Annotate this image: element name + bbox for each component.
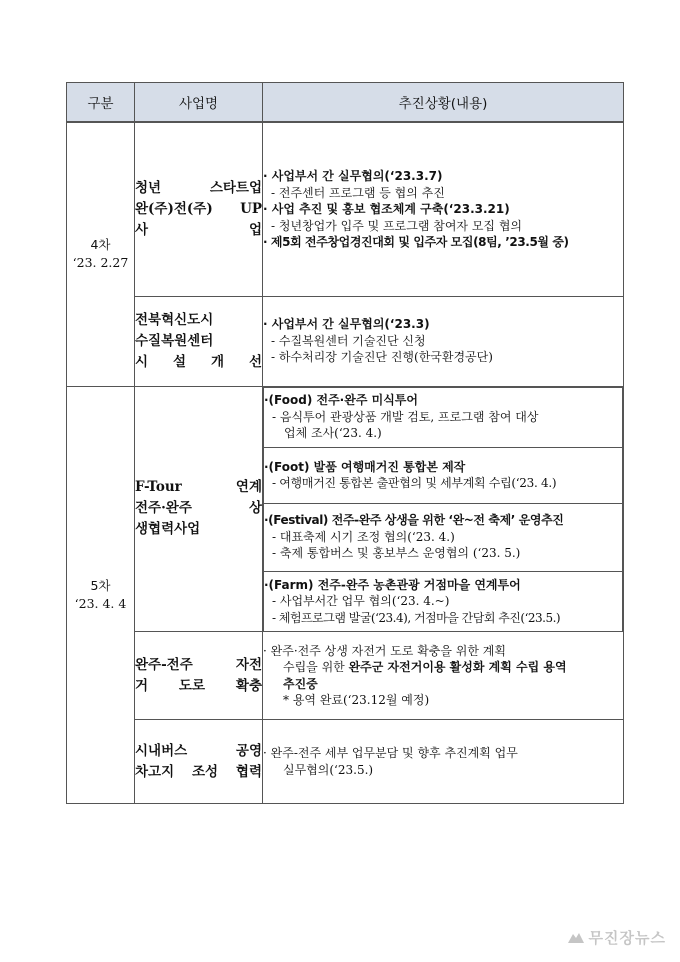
project-name-line: 차고지 조성 협력 — [135, 763, 262, 780]
status-subitem: 추진중 — [283, 676, 318, 691]
sub-status-table — [263, 387, 623, 632]
table-row — [67, 296, 624, 386]
table-header-row — [67, 83, 624, 123]
status-subitem: * 용역 완료(‘23.12월 예정) — [283, 693, 430, 707]
project-name-line: 수질복원센터 — [135, 332, 214, 349]
status-item: · 사업부서 간 실무협의(‘23.3.7) — [263, 169, 443, 183]
project-name-line: 생협력사업 — [135, 521, 201, 538]
header-status: 추진상황(내용) — [263, 83, 624, 123]
status-subitem: 실무협의(‘23.5.) — [283, 762, 374, 777]
status-subitem: - 사업부서간 업무 협의(‘23. 4.~) — [272, 594, 450, 608]
sub-status-block — [264, 503, 623, 571]
status-subitem: - 음식투어 관광상품 개발 검토, 프로그램 참여 대상 — [272, 409, 539, 424]
watermark-text: 무진장뉴스 — [588, 929, 666, 947]
project-name-line: 전북혁신도시 — [135, 311, 214, 328]
project-name-cell — [135, 632, 263, 720]
project-name-line: 전주·완주 상 — [135, 500, 262, 517]
status-subitem: - 전주센터 프로그램 등 협의 추진 — [271, 185, 445, 200]
status-cell — [263, 296, 624, 386]
sub-status-title: ·(Festival) 전주-완주 상생을 위한 ‘완~전 축제’ 운영추진 — [264, 513, 564, 528]
status-subitem: - 여행매거진 통합본 출판협의 및 세부계획 수립(‘23. 4.) — [272, 476, 557, 490]
status-subitem: - 대표축제 시기 조정 협의(‘23. 4.) — [272, 529, 455, 544]
sub-status-title: ·(Farm) 전주-완주 농촌관광 거점마을 연계투어 — [264, 577, 521, 592]
sub-status-title: ·(Foot) 발품 여행매거진 통합본 제작 — [264, 459, 466, 474]
phase-cell — [67, 122, 135, 386]
project-name-line: 시내버스 공영 — [135, 742, 262, 759]
status-item: · 사업 추진 및 홍보 협조체계 구축(‘23.3.21) — [263, 202, 510, 216]
status-subitem-bold: 완주군 자전거이용 활성화 계획 수립 용역 — [348, 660, 567, 674]
status-subitem: - 청년창업가 입주 및 프로그램 참여자 모집 협의 — [271, 218, 523, 233]
project-name-cell — [135, 386, 263, 632]
project-name-cell — [135, 122, 263, 296]
watermark-logo — [567, 927, 666, 948]
project-name-line: F-Tour 연계 — [135, 479, 262, 496]
table-row — [67, 720, 624, 804]
status-cell — [263, 122, 624, 296]
progress-table — [66, 82, 624, 804]
sub-status-block — [264, 447, 623, 503]
phase-label: 4차 — [90, 237, 111, 253]
table-row — [67, 632, 624, 720]
status-subitem: - 축제 통합버스 및 홍보부스 운영협의 (‘23. 5.) — [272, 546, 521, 561]
project-name-line: 사 업 — [135, 221, 262, 238]
phase-date: ‘23. 4. 4 — [74, 595, 127, 611]
status-item: · 사업부서 간 실무협의(‘23.3) — [263, 317, 430, 332]
project-name-line: 완(주)전(주) UP — [135, 200, 262, 217]
status-item: · 제5회 전주창업경진대회 및 입주자 모집(8팀, ’23.5월 중) — [263, 235, 569, 249]
project-name-cell — [135, 720, 263, 804]
table-row — [67, 122, 624, 296]
project-name-cell — [135, 296, 263, 386]
project-name-line: 청년 스타트업 — [135, 179, 262, 196]
logo-icon — [567, 930, 585, 944]
project-name-line: 완주-전주 자전 — [135, 656, 262, 673]
phase-date: ‘23. 2.27 — [72, 255, 129, 271]
status-cell — [263, 386, 624, 632]
status-item: · 완주·전주 상생 자전거 도로 확충을 위한 계획 — [263, 643, 506, 658]
status-item: · 완주-전주 세부 업무분담 및 향후 추진계획 업무 — [263, 746, 518, 760]
sub-status-title: ·(Food) 전주·완주 미식투어 — [264, 393, 418, 408]
header-category: 구분 — [67, 83, 135, 123]
status-subitem-plain: 수립을 위한 — [283, 660, 349, 674]
header-project-name: 사업명 — [135, 83, 263, 123]
project-name-line: 거 도로 확충 — [135, 677, 262, 694]
project-name-line: 시 설 개 선 — [135, 353, 262, 370]
status-subitem: - 수질복원센터 기술진단 신청 — [271, 333, 426, 348]
table-row — [67, 386, 624, 632]
status-subitem: 업체 조사(‘23. 4.) — [284, 426, 382, 441]
status-cell — [263, 720, 624, 804]
sub-status-block — [264, 571, 623, 631]
status-subitem — [263, 659, 623, 676]
phase-label: 5차 — [90, 577, 111, 593]
phase-cell — [67, 386, 135, 804]
sub-status-block — [264, 387, 623, 447]
status-cell — [263, 632, 624, 720]
status-subitem: - 체험프로그램 발굴(‘23.4), 거점마을 간담회 추진(‘23.5.) — [272, 610, 561, 625]
status-subitem: - 하수처리장 기술진단 진행(한국환경공단) — [271, 350, 493, 365]
